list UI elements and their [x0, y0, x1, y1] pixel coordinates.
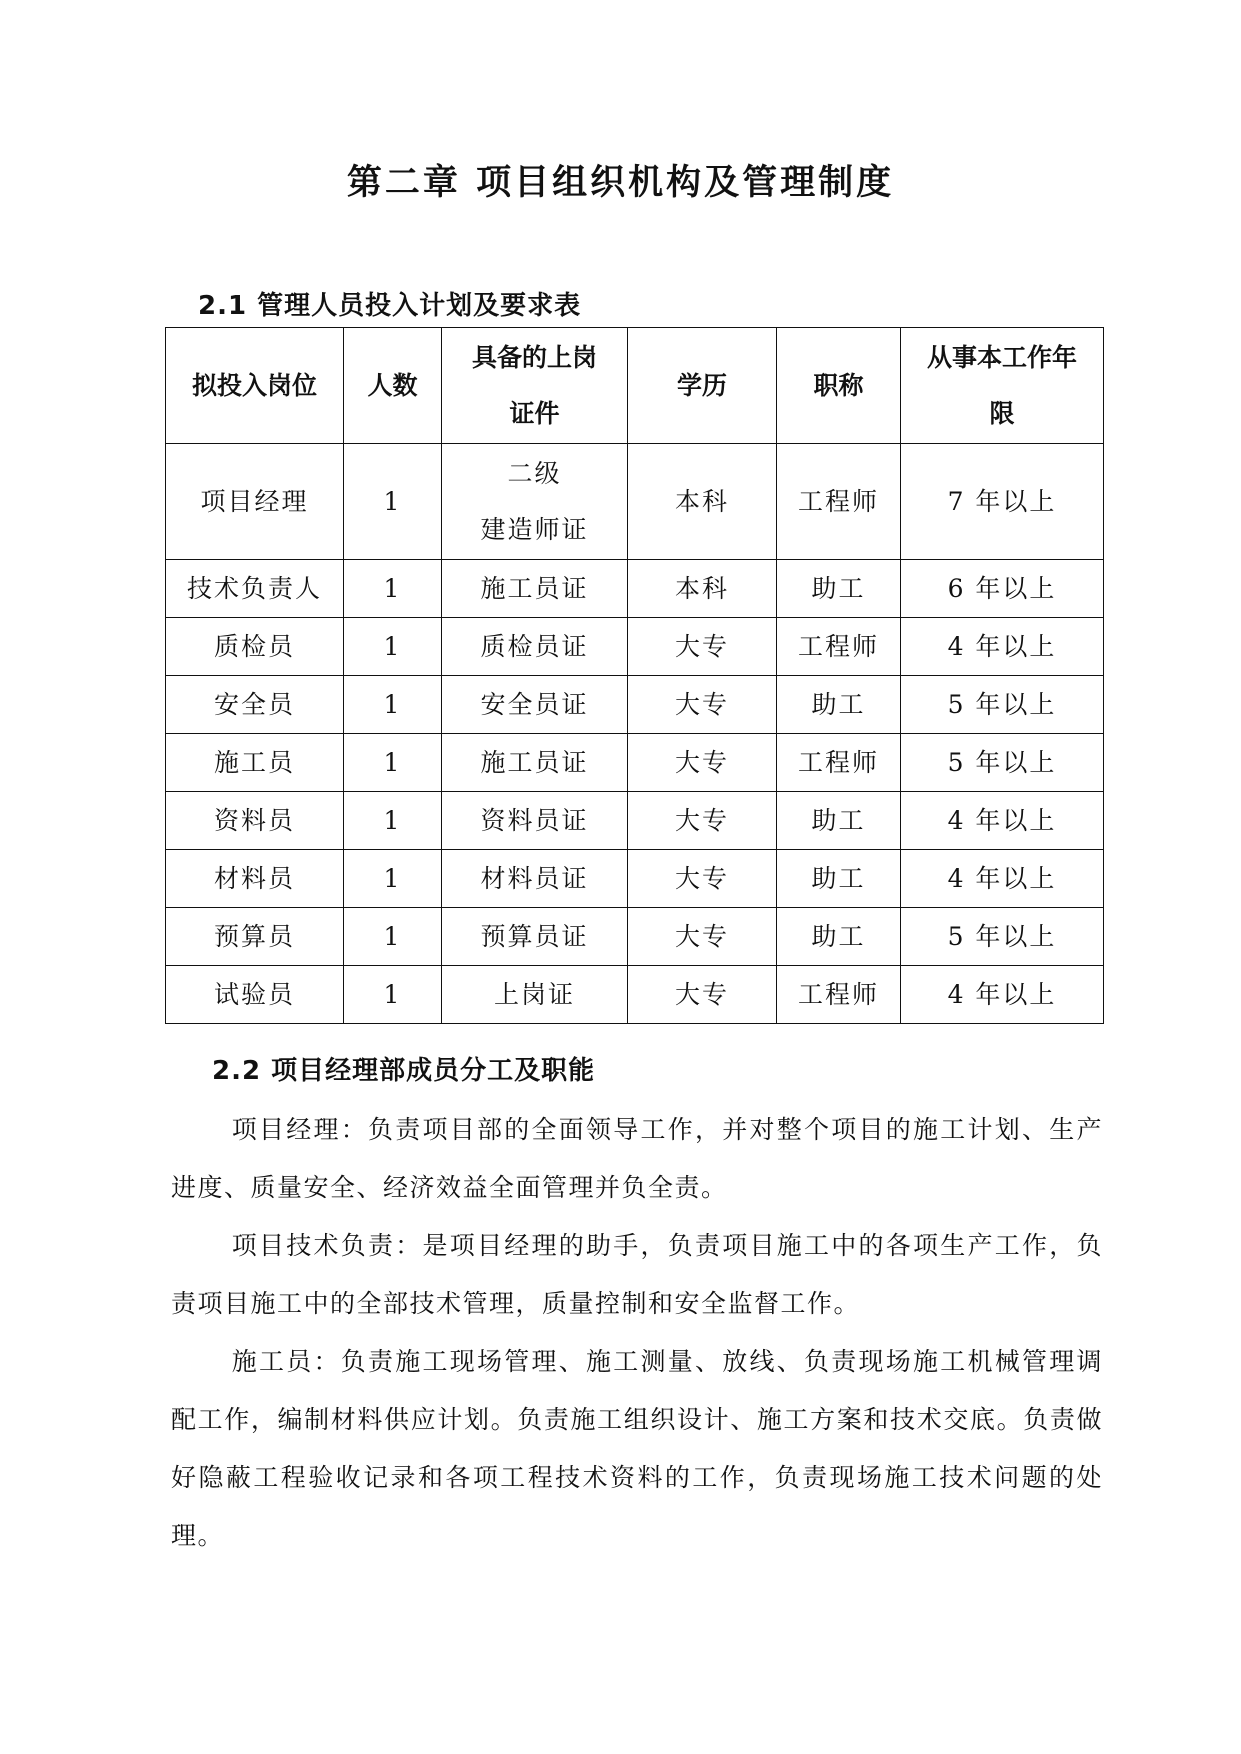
section-heading-2-1: 2.1 管理人员投入计划及要求表 — [198, 291, 582, 321]
cell-title: 助工 — [777, 908, 901, 966]
cell-certificate — [442, 908, 628, 966]
cell-count: 1 — [344, 734, 442, 792]
paragraph-project-manager — [171, 1101, 1103, 1217]
cell-certificate — [442, 444, 628, 560]
cell-certificate — [442, 734, 628, 792]
cell-title: 助工 — [777, 850, 901, 908]
cell-certificate — [442, 676, 628, 734]
cell-count: 1 — [344, 618, 442, 676]
cell-years: 4 年以上 — [901, 850, 1104, 908]
cell-line: 二级 — [507, 458, 562, 488]
cell-title: 助工 — [777, 560, 901, 618]
table-row — [166, 560, 1104, 618]
cell-count: 1 — [344, 792, 442, 850]
cell-count: 1 — [344, 444, 442, 560]
header-line: 从事本工作年 — [926, 342, 1077, 372]
staff-requirements-table — [165, 327, 1104, 1024]
cell-line: 建造师证 — [480, 514, 589, 544]
header-education — [628, 328, 777, 444]
paragraph-technical-lead — [171, 1217, 1103, 1333]
cell-years: 6 年以上 — [901, 560, 1104, 618]
cell-count: 1 — [344, 676, 442, 734]
table-header — [166, 328, 1104, 444]
cell-position: 施工员 — [166, 734, 344, 792]
page-title: 第二章 项目组织机构及管理制度 — [346, 163, 895, 203]
cell-years: 5 年以上 — [901, 676, 1104, 734]
cell-certificate — [442, 618, 628, 676]
header-certificate — [442, 328, 628, 444]
cell-certificate — [442, 850, 628, 908]
cell-line: 预算员证 — [480, 922, 589, 951]
table-header-row — [166, 328, 1104, 444]
cell-title: 工程师 — [777, 734, 901, 792]
cell-years: 4 年以上 — [901, 618, 1104, 676]
cell-certificate — [442, 560, 628, 618]
cell-education: 大专 — [628, 966, 777, 1024]
cell-position: 技术负责人 — [166, 560, 344, 618]
header-position — [166, 328, 344, 444]
cell-certificate — [442, 966, 628, 1024]
header-line: 学历 — [676, 370, 727, 400]
cell-years: 7 年以上 — [901, 444, 1104, 560]
cell-education: 大专 — [628, 908, 777, 966]
cell-line: 资料员证 — [480, 806, 589, 835]
header-line: 限 — [989, 398, 1015, 428]
cell-line: 质检员证 — [480, 632, 589, 661]
cell-years: 4 年以上 — [901, 966, 1104, 1024]
paragraph-construction-worker — [171, 1333, 1103, 1565]
cell-count: 1 — [344, 850, 442, 908]
cell-education: 大专 — [628, 676, 777, 734]
cell-count: 1 — [344, 966, 442, 1024]
cell-line: 施工员证 — [480, 574, 589, 603]
cell-position: 试验员 — [166, 966, 344, 1024]
cell-position: 资料员 — [166, 792, 344, 850]
cell-education: 本科 — [628, 560, 777, 618]
cell-position: 安全员 — [166, 676, 344, 734]
cell-count: 1 — [344, 908, 442, 966]
table-row — [166, 908, 1104, 966]
header-line: 具备的上岗 — [471, 342, 597, 372]
cell-education: 大专 — [628, 792, 777, 850]
cell-years: 4 年以上 — [901, 792, 1104, 850]
header-count — [344, 328, 442, 444]
header-title — [777, 328, 901, 444]
table-row — [166, 676, 1104, 734]
table-row — [166, 444, 1104, 560]
cell-title: 工程师 — [777, 618, 901, 676]
cell-years: 5 年以上 — [901, 908, 1104, 966]
cell-line: 安全员证 — [480, 690, 589, 719]
cell-position: 质检员 — [166, 618, 344, 676]
cell-line: 施工员证 — [480, 748, 589, 777]
cell-title: 工程师 — [777, 966, 901, 1024]
header-line: 职称 — [813, 370, 864, 400]
cell-title: 助工 — [777, 792, 901, 850]
cell-line: 上岗证 — [493, 980, 575, 1009]
section-heading-2-2: 2.2 项目经理部成员分工及职能 — [212, 1056, 596, 1086]
cell-line: 材料员证 — [480, 864, 589, 893]
table-body — [166, 444, 1104, 1024]
paragraph-text: 项目经理：负责项目部的全面领导工作，并对整个项目的施工计划、生产进度、质量安全、经济效益全面管理并负全责。 — [171, 1115, 1103, 1202]
table-row — [166, 618, 1104, 676]
table-row — [166, 966, 1104, 1024]
cell-title: 助工 — [777, 676, 901, 734]
table-row — [166, 792, 1104, 850]
header-line: 证件 — [509, 398, 560, 428]
cell-position: 材料员 — [166, 850, 344, 908]
cell-position: 预算员 — [166, 908, 344, 966]
header-line: 人数 — [367, 370, 418, 400]
header-years — [901, 328, 1104, 444]
cell-education: 大专 — [628, 734, 777, 792]
header-line: 拟投入岗位 — [191, 370, 317, 400]
table-row — [166, 734, 1104, 792]
paragraph-text: 项目技术负责：是项目经理的助手，负责项目施工中的各项生产工作，负责项目施工中的全部技术管理，质量控制和安全监督工作。 — [171, 1231, 1103, 1318]
cell-education: 大专 — [628, 618, 777, 676]
cell-certificate — [442, 792, 628, 850]
table-row — [166, 850, 1104, 908]
cell-position: 项目经理 — [166, 444, 344, 560]
cell-education: 本科 — [628, 444, 777, 560]
cell-years: 5 年以上 — [901, 734, 1104, 792]
paragraph-text: 施工员：负责施工现场管理、施工测量、放线、负责现场施工机械管理调配工作，编制材料供应计划。负责施工组织设计、施工方案和技术交底。负责做好隐蔽工程验收记录和各项工程技术资料的工作，负责现场施工技术问题的处理。 — [171, 1347, 1103, 1550]
cell-title: 工程师 — [777, 444, 901, 560]
cell-education: 大专 — [628, 850, 777, 908]
cell-count: 1 — [344, 560, 442, 618]
